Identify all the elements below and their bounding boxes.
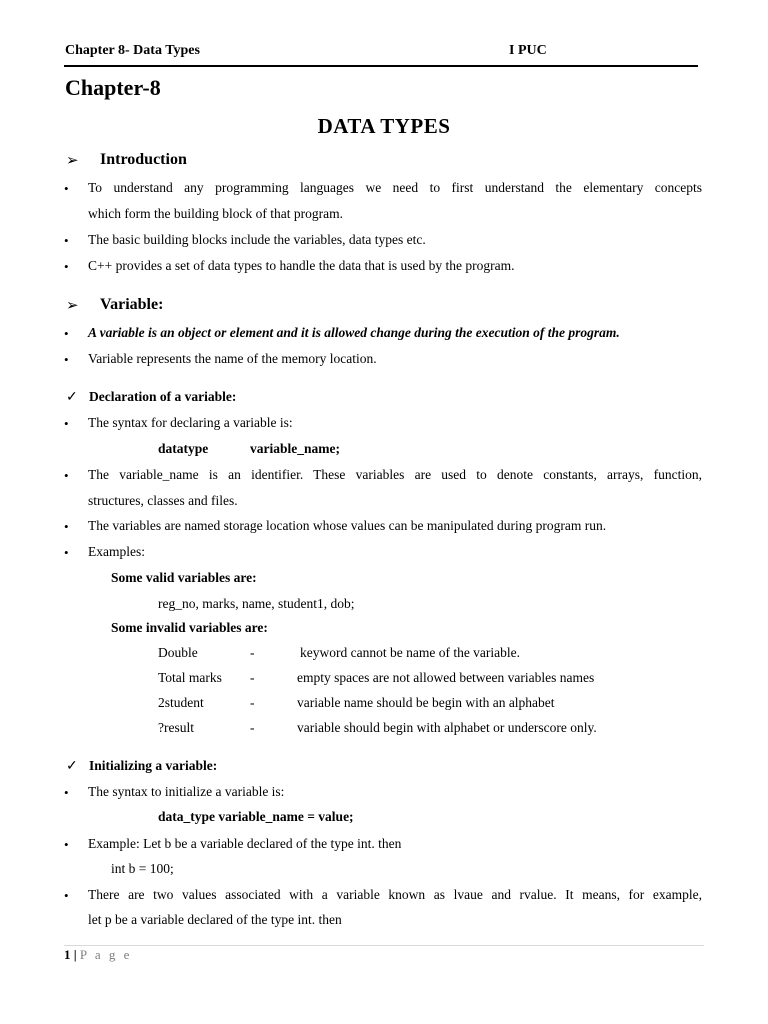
invalid-name: 2student	[158, 695, 204, 710]
invalid-reason: variable should begin with alphabet or underscore only.	[297, 720, 597, 735]
section-heading-introduction: Introduction	[100, 151, 187, 168]
section-heading-variable: Variable:	[100, 296, 164, 313]
initialize-syntax: data_type variable_name = value;	[158, 809, 354, 824]
main-title: DATA TYPES	[317, 114, 451, 138]
storage-location-text: The variables are named storage location whose values can be manipulated during program run.	[88, 518, 607, 533]
bullet-icon: •	[64, 519, 69, 534]
page-number: 1	[64, 947, 71, 962]
bullet-icon: •	[64, 259, 69, 274]
valid-variables-list: reg_no, marks, name, student1, dob;	[158, 596, 355, 611]
declaration-syntax-intro: The syntax for declaring a variable is:	[88, 415, 293, 430]
bullet-icon: •	[64, 352, 69, 367]
bullet-icon: •	[64, 233, 69, 248]
invalid-reason: empty spaces are not allowed between variables names	[297, 670, 595, 685]
syntax-datatype: datatype	[158, 441, 209, 456]
bullet-icon: •	[64, 785, 69, 800]
initialize-example-code: int b = 100;	[111, 861, 174, 876]
variable-definition: A variable is an object or element and it is allowed change during the execution of the program.	[88, 325, 620, 340]
bullet-icon: •	[64, 468, 69, 483]
invalid-name: Double	[158, 645, 198, 660]
examples-label: Examples:	[88, 544, 145, 559]
checkmark-icon: ✓	[66, 759, 78, 774]
bullet-icon: •	[64, 326, 69, 341]
identifier-line2: structures, classes and files.	[88, 493, 238, 508]
intro-bullet-1-line2: which form the building block of that program.	[88, 206, 343, 221]
valid-variables-label: Some valid variables are:	[111, 570, 257, 585]
bullet-icon: •	[64, 545, 69, 560]
page-separator: |	[73, 947, 77, 962]
invalid-dash: -	[250, 695, 255, 710]
header-divider	[64, 65, 698, 67]
initialize-syntax-intro: The syntax to initialize a variable is:	[88, 784, 285, 799]
invalid-name: Total marks	[158, 670, 222, 685]
variable-memory-location: Variable represents the name of the memory location.	[88, 351, 377, 366]
intro-bullet-1-line1: To understand any programming languages we need to first understand the elementary concepts	[88, 180, 702, 195]
chapter-title: Chapter-8	[65, 75, 161, 100]
arrow-bullet-icon: ➢	[66, 298, 79, 314]
invalid-reason: keyword cannot be name of the variable.	[300, 645, 521, 660]
invalid-dash: -	[250, 645, 255, 660]
lvalue-rvalue-line1: There are two values associated with a variable known as lvaue and rvalue. It means, for example,	[88, 887, 702, 902]
footer-divider	[64, 945, 704, 946]
checkmark-icon: ✓	[66, 390, 78, 405]
invalid-dash: -	[250, 670, 255, 685]
identifier-line1: The variable_name is an identifier. These variables are used to denote constants, arrays, function,	[88, 467, 702, 482]
page-header-right: I PUC	[509, 43, 547, 58]
page-footer	[64, 947, 132, 963]
subheading-initializing: Initializing a variable:	[89, 758, 218, 773]
invalid-reason: variable name should be begin with an alphabet	[297, 695, 555, 710]
bullet-icon: •	[64, 416, 69, 431]
invalid-dash: -	[250, 720, 255, 735]
intro-bullet-3: C++ provides a set of data types to handle the data that is used by the program.	[88, 258, 515, 273]
initialize-example: Example: Let b be a variable declared of the type int. then	[88, 836, 402, 851]
arrow-bullet-icon: ➢	[66, 153, 79, 169]
bullet-icon: •	[64, 888, 69, 903]
page-header-left: Chapter 8- Data Types	[65, 43, 200, 58]
bullet-icon: •	[64, 837, 69, 852]
bullet-icon: •	[64, 181, 69, 196]
invalid-variables-label: Some invalid variables are:	[111, 620, 268, 635]
invalid-name: ?result	[158, 720, 194, 735]
subheading-declaration: Declaration of a variable:	[89, 389, 237, 404]
intro-bullet-2: The basic building blocks include the variables, data types etc.	[88, 232, 426, 247]
syntax-variable-name: variable_name;	[250, 441, 340, 456]
lvalue-rvalue-line2: let p be a variable declared of the type int. then	[88, 912, 342, 927]
page-label: P a g e	[79, 947, 132, 962]
